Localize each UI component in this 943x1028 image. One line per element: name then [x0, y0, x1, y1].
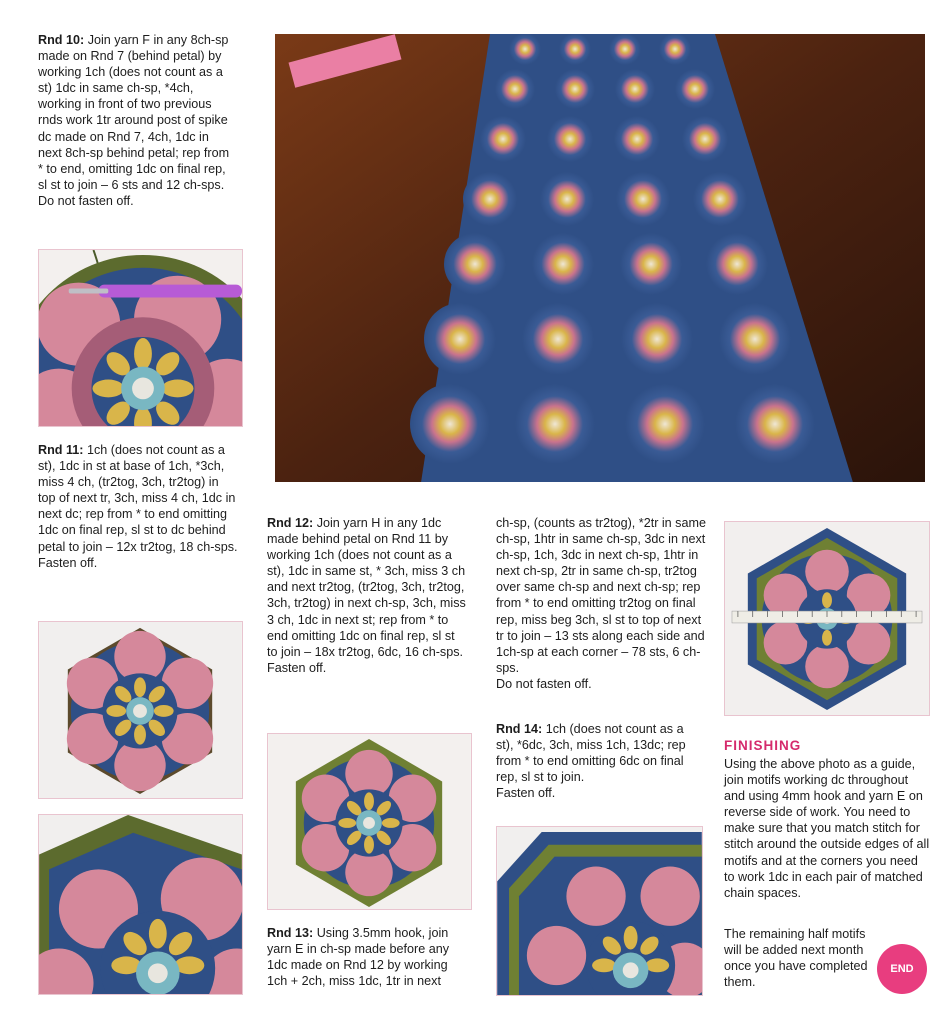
end-badge: END [877, 944, 927, 994]
finishing-note [724, 926, 874, 990]
finishing-text: Using the above photo as a guide, join motifs working dc throughout and using 4mm hook and yarn E on reverse side of work. You need to make sure that you match stitch for stitch around the outside edges of all motifs and at the corners you need to work 1dc in each pair of matched chain spaces. [724, 757, 930, 900]
rnd11-photo [38, 621, 243, 799]
rnd11-text: 1ch (does not count as a st), 1dc in st at base of 1ch, *3ch, miss 4 ch, (tr2tog, 3ch, tr2tog) in top of next tr, 3ch, miss 4 ch, 1dc in next dc; rep from * to end omitting 1dc on final rep, sl st to dc behind petal to join – 12x tr2tog, 18 ch-sps. [38, 443, 238, 554]
rnd12-note: Fasten off. [267, 660, 327, 675]
rnd11-label: Rnd 11: [38, 443, 84, 457]
rnd12-photo [267, 733, 472, 910]
finishing-heading: FINISHING [724, 738, 802, 753]
rnd13-label: Rnd 13: [267, 926, 314, 940]
rnd11-instructions [38, 442, 238, 571]
rnd13-instructions [267, 925, 467, 989]
rnd14-closeup-photo [38, 814, 243, 995]
rnd12-label: Rnd 12: [267, 516, 314, 530]
rnd14-corner-photo [496, 826, 703, 996]
rnd13-text-continued: ch-sp, (counts as tr2tog), *2tr in same ch-sp, 1htr in same ch-sp, 3dc in next ch-sp, 1ch, 3dc in next ch-sp, 1htr in next ch-sp, 2tr in same ch-sp, tr2tog over same ch-sp and next ch-sp; rep from * to end omitting tr2tog on final rep, miss beg 3ch, sl st to top of next tr to join – 13 sts along each side and 1ch-sp at each corner – 78 sts, 6 ch-sps. [496, 516, 706, 675]
rnd13-text: Using 3.5mm hook, join yarn E in ch-sp made before any 1dc made on Rnd 12 by working 1ch + 2ch, miss 1dc, 1tr in next [267, 926, 450, 989]
measured-motif-photo [724, 521, 930, 716]
rnd10-note: Do not fasten off. [38, 193, 134, 208]
rnd10-photo [38, 249, 243, 427]
finishing-text-2: The remaining half motifs will be added next month once you have completed them. [724, 927, 868, 990]
finishing-instructions [724, 756, 930, 901]
rnd13-continued [496, 515, 706, 692]
rnd12-text: Join yarn H in any 1dc made behind petal on Rnd 11 by working 1ch (does not count as a st), 1dc in same st, * 3ch, miss 3 ch and next tr2tog, (tr2tog, 3ch, tr2tog, 3ch, tr2tog) in next ch-sp, 3ch, miss 3 ch, 1dc in next st; rep from * to end omitting 1dc on final rep, sl st to join – 18x tr2tog, 6dc, 16 ch-sps. [267, 516, 466, 659]
rnd10-label: Rnd 10: [38, 33, 85, 47]
rnd14-text: 1ch (does not count as a st), *6dc, 3ch, miss 1ch, 13dc; rep from * to end omitting 6dc on final rep, sl st to join. [496, 722, 686, 785]
rnd14-instructions [496, 721, 701, 801]
rnd11-note: Fasten off. [38, 555, 98, 570]
rnd13-note: Do not fasten off. [496, 676, 592, 691]
rnd14-note: Fasten off. [496, 786, 556, 801]
rnd14-label: Rnd 14: [496, 722, 543, 736]
rnd12-instructions [267, 515, 467, 676]
rnd10-instructions [38, 32, 236, 209]
table-runner-photo [275, 34, 925, 489]
rnd10-text: Join yarn F in any 8ch-sp made on Rnd 7 (behind petal) by working 1ch (does not count as a st) 1dc in same ch-sp, *4ch, working in front of two previous rnds work 1tr around post of spike dc made on Rnd 7, 4ch, 1dc in next 8ch-sp behind petal; rep from * to end, omitting 1dc on final rep, sl st to join – 6 sts and 12 ch-sps. [38, 33, 230, 192]
